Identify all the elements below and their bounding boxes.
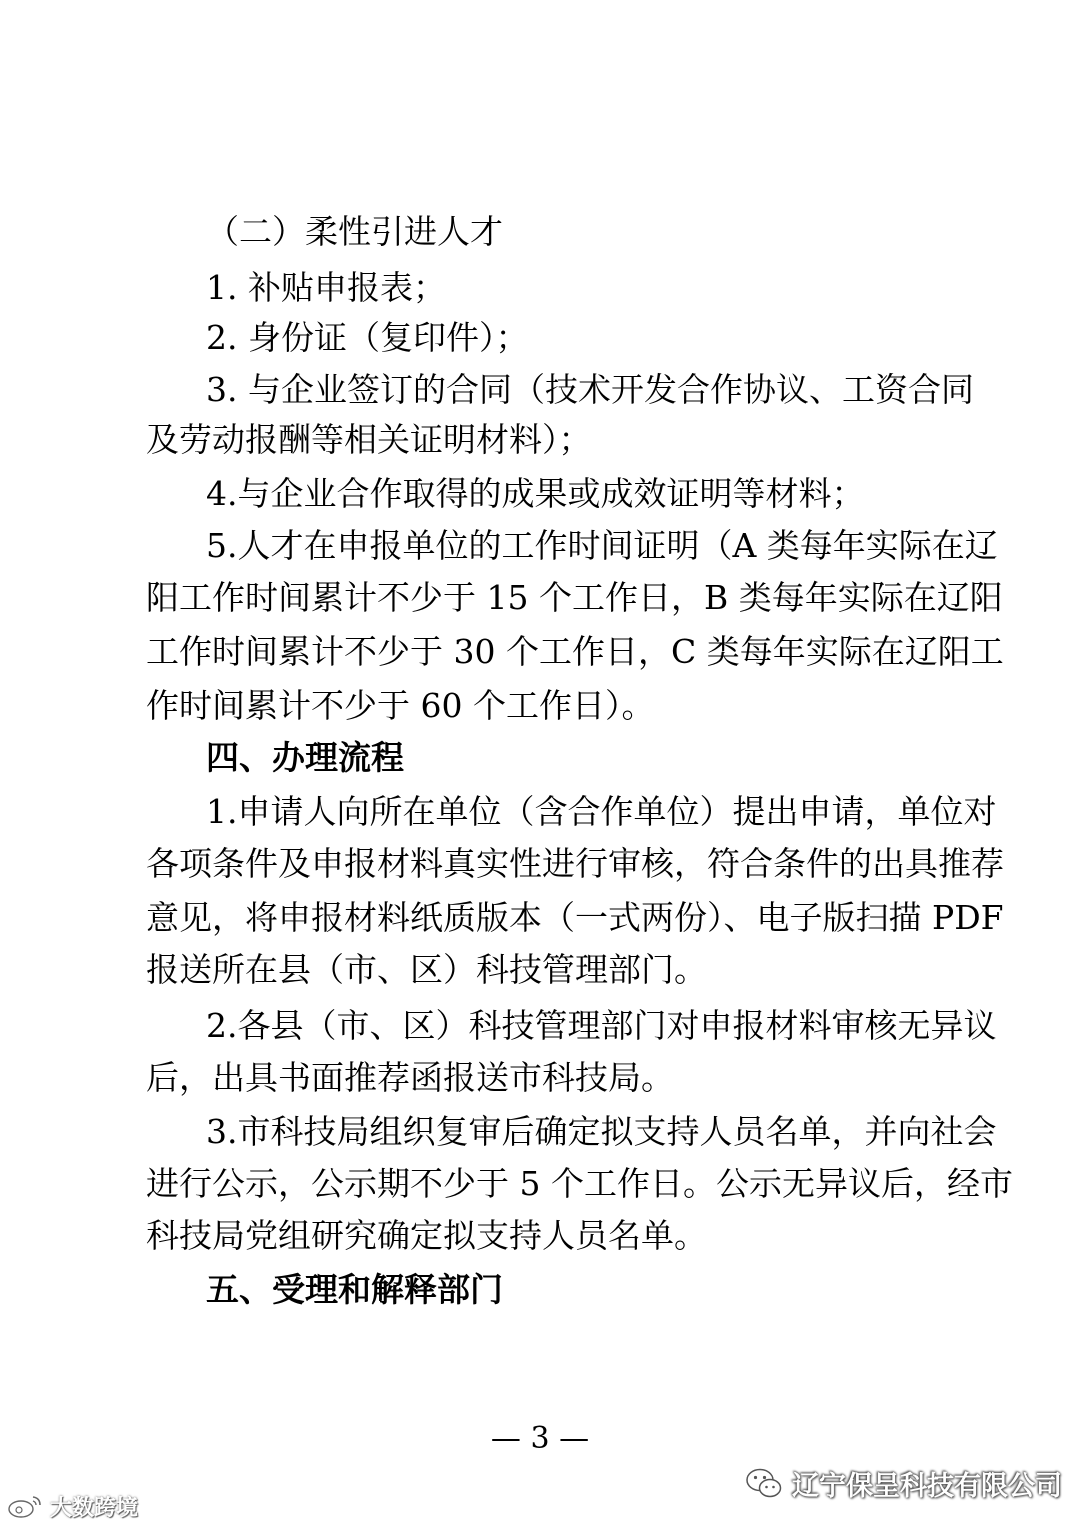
list-item-continuation: 作时间累计不少于 60 个工作日）。: [146, 686, 655, 725]
watermark-wechat: [744, 1455, 1062, 1511]
list-item-continuation: 及劳动报酬等相关证明材料）；: [146, 420, 592, 459]
list-item: 1. 补贴申报表；: [206, 268, 446, 307]
list-item: 5.人才在申报单位的工作时间证明（A 类每年实际在辽: [206, 526, 998, 565]
paragraph-line: 各项条件及申报材料真实性进行审核，符合条件的出具推荐: [146, 844, 1004, 883]
list-item: 4.与企业合作取得的成果或成效证明等材料；: [206, 474, 865, 513]
paragraph-line: 1.申请人向所在单位（含合作单位）提出申请，单位对: [206, 792, 997, 831]
paragraph-line: 意见，将申报材料纸质版本（一式两份）、电子版扫描 PDF: [146, 898, 1004, 937]
paragraph-line: 科技局党组研究确定拟支持人员名单。: [146, 1216, 707, 1255]
paragraph-line: 后，出具书面推荐函报送市科技局。: [146, 1058, 674, 1097]
list-item-continuation: 工作时间累计不少于 30 个工作日，C 类每年实际在辽阳工: [146, 632, 1004, 671]
section-subtitle: （二）柔性引进人才: [206, 212, 503, 251]
paragraph-line: 进行公示，公示期不少于 5 个工作日。公示无异议后，经市: [146, 1164, 1013, 1203]
list-item: 3. 与企业签订的合同（技术开发合作协议、工资合同: [206, 370, 974, 409]
watermark-site-name: 大数跨境: [50, 1495, 139, 1521]
list-item: 2. 身份证（复印件）；: [206, 318, 529, 357]
list-item-continuation: 阳工作时间累计不少于 15 个工作日，B 类每年实际在辽阳: [146, 578, 1003, 617]
watermark-company-name: 辽宁保呈科技有限公司: [792, 1470, 1062, 1502]
watermark-weibo: [6, 1488, 138, 1524]
wechat-icon: [744, 1463, 784, 1503]
paragraph-line: 3.市科技局组织复审后确定拟支持人员名单，并向社会: [206, 1112, 997, 1151]
paragraph-line: 2.各县（市、区）科技管理部门对申报材料审核无异议: [206, 1006, 997, 1045]
weibo-icon: [6, 1493, 44, 1519]
page-number: — 3 —: [490, 1421, 590, 1456]
paragraph-line: 报送所在县（市、区）科技管理部门。: [146, 950, 707, 989]
section-heading: 五、受理和解释部门: [206, 1270, 503, 1309]
section-heading: 四、办理流程: [206, 738, 404, 777]
